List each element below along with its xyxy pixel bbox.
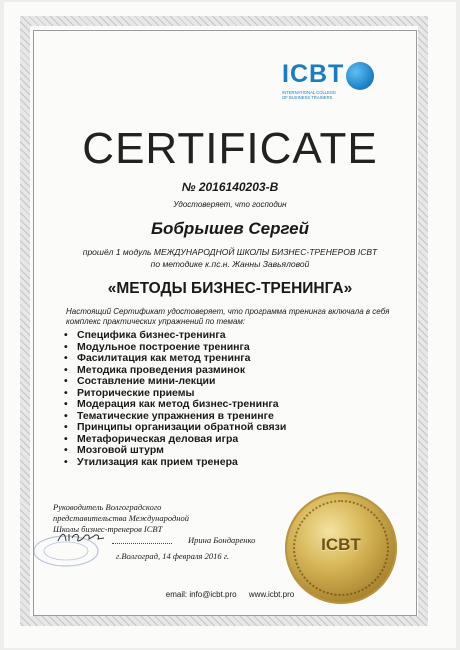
logo-subtitle: INTERNATIONAL COLLEGE OF BUSINESS TRAINERS: [282, 90, 336, 100]
topic-item: • Мозговой штурм: [64, 445, 286, 457]
icbt-logo: [282, 60, 382, 100]
certificate-title: CERTIFICATE: [82, 124, 378, 173]
recipient-name: Бобрышев Сергей: [150, 219, 309, 238]
topics-list: [64, 330, 286, 468]
gold-seal: [285, 492, 397, 604]
signature-line: [112, 543, 172, 544]
topic-item: • Метафорическая деловая игра: [64, 434, 286, 446]
certifies-text: Удостоверяет, что господин: [173, 200, 287, 209]
program-intro: Настоящий Сертификат удостоверяет, что программа тренинга включала в себя комплекс практических упражнений по темам:: [66, 307, 390, 326]
footer-email: email: info@icbt.pro: [165, 590, 237, 599]
topic-item: • Принципы организации обратной связи: [64, 422, 286, 434]
topic-item: • Специфика бизнес-тренинга: [64, 330, 286, 342]
signer-role-line-3: Школы бизнес-тренеров ICBT: [53, 524, 163, 534]
course-title: «МЕТОДЫ БИЗНЕС-ТРЕНИНГА»: [107, 280, 353, 297]
handwritten-signature: [56, 530, 112, 544]
topic-item: • Утилизация как прием тренера: [64, 457, 286, 469]
certificate-number: № 2016140203-В: [181, 180, 279, 194]
place-date: г.Волгоград, 14 февраля 2016 г.: [116, 551, 230, 561]
topic-item: • Модерация как метод бизнес-тренинга: [64, 399, 286, 411]
topic-item: • Фасилитация как метод тренинга: [64, 353, 286, 365]
logo-text: ICBT: [282, 60, 345, 88]
globe-icon: [346, 62, 374, 90]
topic-item: • Методика проведения разминок: [64, 365, 286, 377]
completion-text: [0, 246, 460, 270]
signer-name: Ирина Бондаренко: [188, 535, 256, 545]
seal-text: ICBT: [321, 535, 361, 554]
completion-line-2: по методике к.пс.н. Жанны Завьяловой: [150, 259, 310, 269]
signer-role-line-2: представительства Международной: [53, 513, 190, 523]
footer-website: www.icbt.pro: [248, 590, 295, 599]
topic-item: • Риторические приемы: [64, 388, 286, 400]
footer-contacts: [0, 590, 460, 599]
topic-item: • Тематические упражнения в тренинге: [64, 411, 286, 423]
topic-item: • Модульное построение тренинга: [64, 342, 286, 354]
completion-line-1: прошёл 1 модуль МЕЖДУНАРОДНОЙ ШКОЛЫ БИЗНЕС-ТРЕНЕРОВ ICBT: [82, 247, 378, 257]
signer-role-line-1: Руководитель Волгоградского: [53, 502, 162, 512]
topic-item: • Составление мини-лекции: [64, 376, 286, 388]
